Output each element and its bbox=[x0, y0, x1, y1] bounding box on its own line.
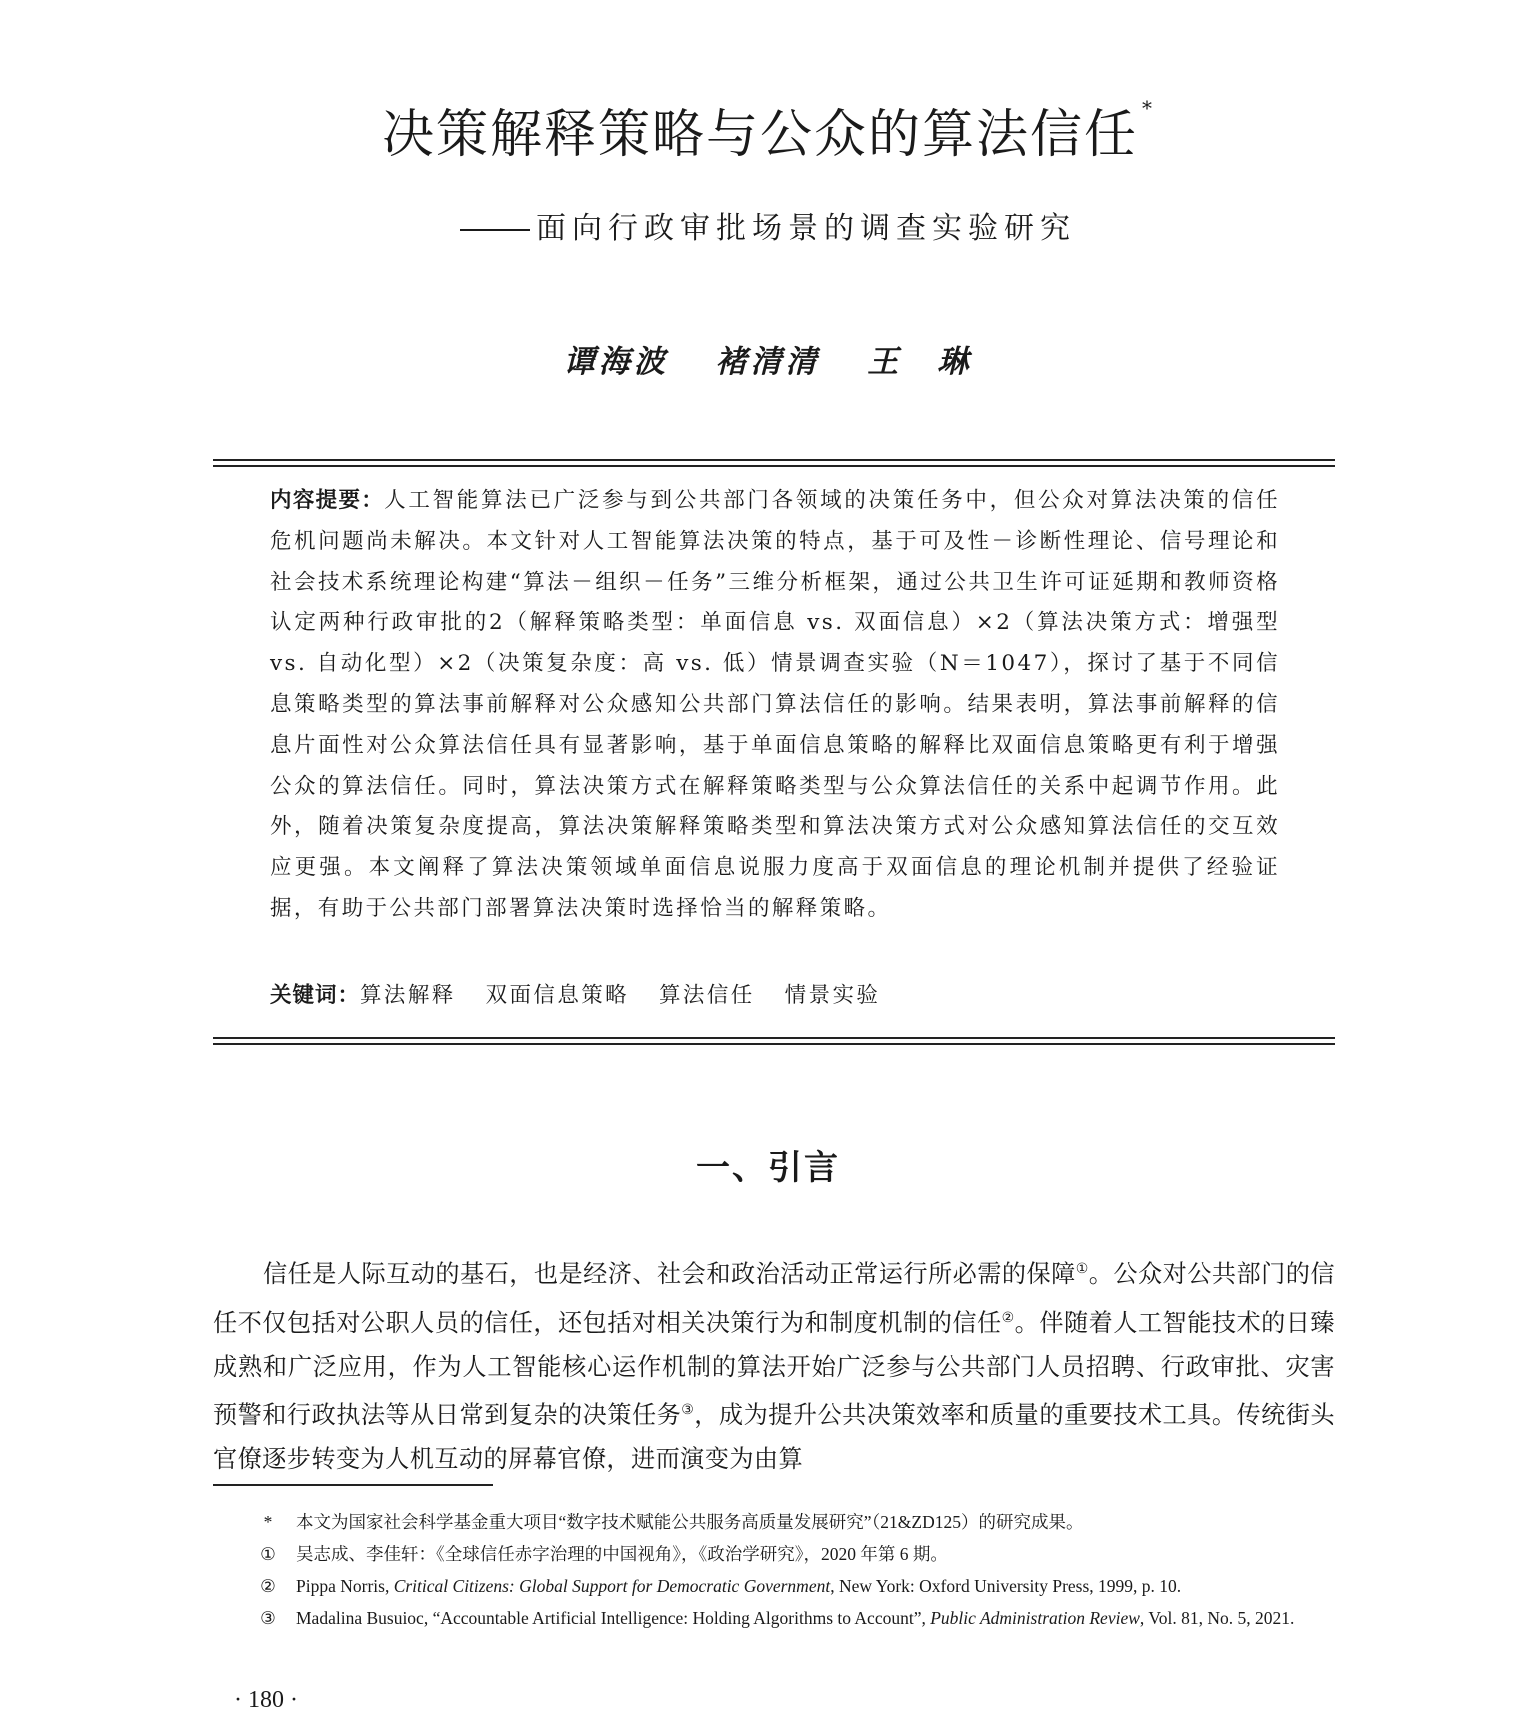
footnote-item: ③ Madalina Busuioc, “Accountable Artificial Intelligence: Holding Algorithms to Account”, Public Administration Review, Vol. 81, No. 5, 2021. bbox=[256, 1602, 1336, 1634]
keywords-label: 关键词： bbox=[270, 983, 361, 1008]
author-list bbox=[0, 336, 1536, 381]
keyword: 情景实验 bbox=[784, 983, 881, 1008]
body-paragraph: 信任是人际互动的基石，也是经济、社会和政治活动正常运行所必需的保障①。公众对公共部门的信任不仅包括对公职人员的信任，还包括对相关决策行为和制度机制的信任②。伴随着人工智能技术的日臻成熟和广泛应用，作为人工智能核心运作机制的算法开始广泛参与公共部门人员招聘、行政审批、灾害预警和行政执法等从日常到复杂的决策任务③，成为提升公共决策效率和质量的重要技术工具。传统街头官僚逐步转变为人机互动的屏幕官僚，进而演变为由算 bbox=[213, 1260, 1336, 1473]
article-title: 决策解释策略与公众的算法信任 * bbox=[381, 96, 1154, 165]
footnote-ref: ① bbox=[1075, 1261, 1089, 1278]
author-name: 褚清清 bbox=[715, 344, 821, 380]
page-number: · 180 · bbox=[234, 1687, 298, 1713]
section-heading: 一、引言 bbox=[696, 1148, 840, 1188]
footnote-mark: ① bbox=[260, 1544, 276, 1564]
keywords-block bbox=[270, 976, 1280, 1016]
article-subtitle: 面向行政审批场景的调查实验研究 bbox=[0, 203, 1536, 247]
footnote-item: * 本文为国家社会科学基金重大项目“数字技术赋能公共服务高质量发展研究”（21&ZD125）的研究成果。 bbox=[256, 1506, 1336, 1538]
author-name: 王 琳 bbox=[867, 344, 973, 380]
keyword: 算法信任 bbox=[659, 983, 755, 1008]
footnote-mark: ② bbox=[260, 1576, 276, 1596]
footnote-mark: * bbox=[263, 1512, 273, 1532]
abstract-block bbox=[270, 481, 1280, 930]
abstract-label: 内容提要： bbox=[270, 488, 385, 513]
keyword: 双面信息策略 bbox=[485, 983, 630, 1008]
footnote-item: ① 吴志成、李佳轩：《全球信任赤字治理的中国视角》，《政治学研究》，2020 年第 6 期。 bbox=[256, 1538, 1336, 1570]
footnote-ref: ② bbox=[1001, 1309, 1015, 1326]
footnote-mark: ③ bbox=[260, 1608, 276, 1628]
footnote-separator bbox=[213, 1484, 493, 1486]
abstract-text: 人工智能算法已广泛参与到公共部门各领域的决策任务中，但公众对算法决策的信任危机问题尚未解决。本文针对人工智能算法决策的特点，基于可及性－诊断性理论、信号理论和社会技术系统理论构建“算法－组织－任务”三维分析框架，通过公共卫生许可证延期和教师资格认定两种行政审批的2（解释策略类型：单面信息 vs. 双面信息）×2（算法决策方式：增强型 vs. 自动化型）×2（决策复杂度：高 vs. 低）情景调查实验（N＝1047），探讨了基于不同信息策略类型的算法事前解释对公众感知公共部门算法信任的影响。结果表明，算法事前解释的信息片面性对公众算法信任具有显著影响，基于单面信息策略的解释比双面信息策略更有利于增强公众的算法信任。同时，算法决策方式在解释策略类型与公众算法信任的关系中起调节作用。此外，随着决策复杂度提高，算法决策解释策略类型和算法决策方式对公众感知算法信任的交互效应更强。本文阐释了算法决策领域单面信息说服力度高于双面信息的理论机制并提供了经验证据，有助于公共部门部署算法决策时选择恰当的解释策略。 bbox=[270, 488, 1280, 921]
footnotes bbox=[256, 1506, 1336, 1634]
author-name: 谭海波 bbox=[563, 344, 669, 380]
subtitle-dash bbox=[460, 229, 530, 231]
keyword: 算法解释 bbox=[360, 983, 456, 1008]
footnote-item: ② Pippa Norris, Critical Citizens: Global Support for Democratic Government, New York: Oxford University Press, 1999, p. 10. bbox=[256, 1570, 1336, 1602]
footnote-ref: ③ bbox=[681, 1402, 695, 1419]
title-footnote-mark: * bbox=[1142, 96, 1154, 120]
